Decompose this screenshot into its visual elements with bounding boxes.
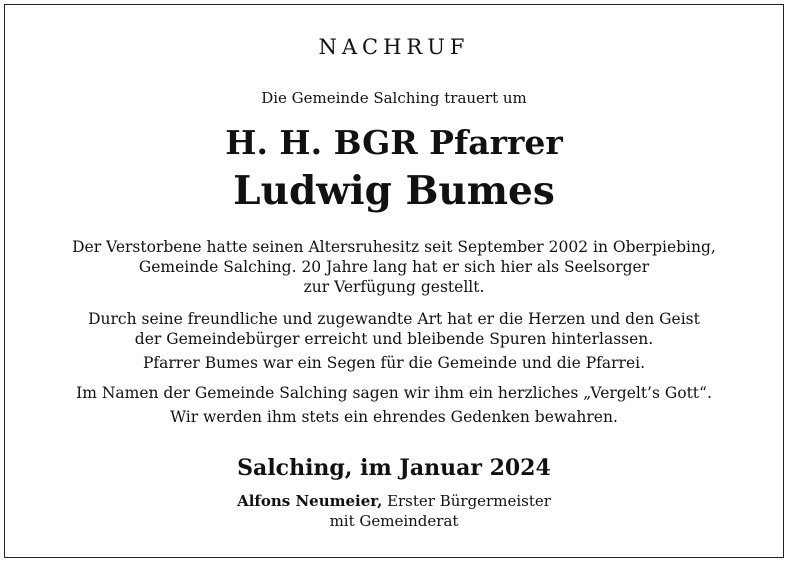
obituary-notice bbox=[4, 4, 784, 558]
paragraph-retirement bbox=[5, 237, 783, 297]
signer-extra: mit Gemeinderat bbox=[329, 512, 459, 530]
intro-text: Die Gemeinde Salching trauert um bbox=[261, 89, 527, 107]
signer-name: Alfons Neumeier, bbox=[237, 492, 383, 510]
notice-heading: NACHRUF bbox=[318, 35, 470, 59]
deceased-name: Ludwig Bumes bbox=[233, 168, 555, 214]
place-date: Salching, im Januar 2024 bbox=[237, 455, 551, 481]
paragraph-line: Durch seine freundliche und zugewandte Art hat er die Herzen und den Geist bbox=[88, 310, 700, 328]
paragraph-thanks: Im Namen der Gemeinde Salching sagen wir ihm ein herzliches „Vergelt’s Gott“. bbox=[76, 384, 712, 402]
signer-line bbox=[5, 491, 783, 511]
paragraph-blessing: Pfarrer Bumes war ein Segen für die Gemeinde und die Pfarrei. bbox=[142, 354, 646, 372]
paragraph-line: zur Verfügung gestellt. bbox=[303, 278, 485, 296]
paragraph-line: Der Verstorbene hatte seinen Altersruhesitz seit September 2002 in Oberpiebing, bbox=[72, 238, 716, 256]
deceased-title: H. H. BGR Pfarrer bbox=[225, 123, 563, 162]
signer-role: Erster Bürgermeister bbox=[382, 492, 551, 510]
signature-block bbox=[5, 491, 783, 531]
paragraph-line: Gemeinde Salching. 20 Jahre lang hat er sich hier als Seelsorger bbox=[138, 258, 650, 276]
paragraph-character bbox=[5, 309, 783, 349]
paragraph-line: der Gemeindebürger erreicht und bleibende Spuren hinterlassen. bbox=[134, 330, 654, 348]
paragraph-remembrance: Wir werden ihm stets ein ehrendes Gedenken bewahren. bbox=[170, 408, 618, 426]
